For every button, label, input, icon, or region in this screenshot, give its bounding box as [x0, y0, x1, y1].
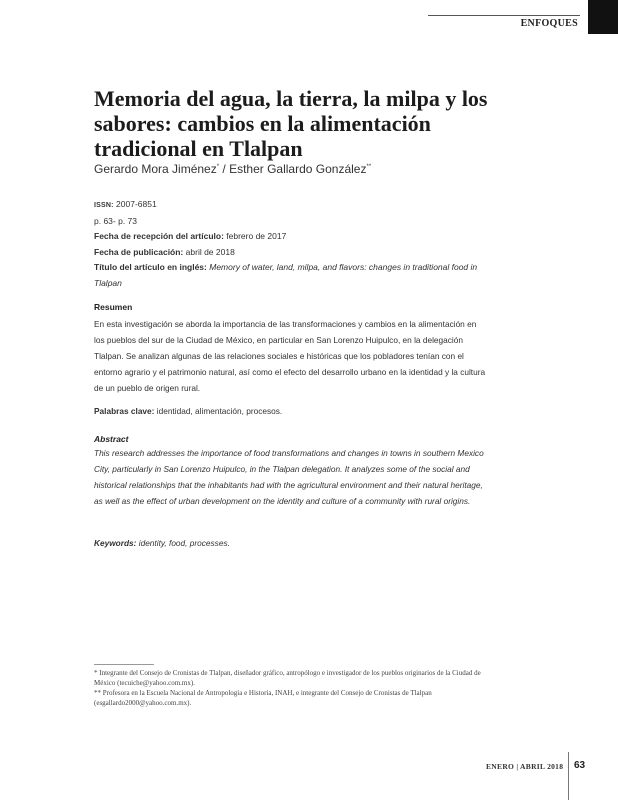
author-2-mark: **: [366, 164, 372, 170]
page-divider: [568, 752, 569, 800]
footnote-1: * Integrante del Consejo de Cronistas de Tlalpan, diseñador gráfico, antropólogo e investigador de los pueblos originarios de la Ciudad de México (tecuiche@yahoo.com.mx).: [94, 669, 481, 687]
published-label: Fecha de publicación:: [94, 246, 184, 257]
footnote-2: ** Profesora en la Escuela Nacional de Antropología e Historia, INAH, e integrante del Consejo de Cronistas de Tlalpan (esgallardo2000@yahoo.com.mx).: [94, 689, 432, 707]
issue-label: ENERO | ABRIL 2018: [486, 762, 564, 771]
article-metadata: [94, 197, 486, 291]
article-title: Memoria del agua, la tierra, la milpa y los sabores: cambios en la alimentación tradicional en Tlalpan: [94, 86, 488, 161]
abstract-text: This research addresses the importance of food transformations and changes in towns in southern Mexico City, particularly in San Lorenzo Huipulco, in the Tlalpan delegation. It analyzes some of the social and historical relationships that the inhabitants had with the agricultural environment and their natural heritage, as well as the effect of urban development on the identity and culture of a community with rural origins.: [94, 448, 484, 506]
issn-label: ISSN:: [94, 202, 114, 209]
author-separator: /: [219, 162, 230, 176]
published-line: [94, 245, 486, 261]
keywords: [94, 535, 486, 551]
keywords-label: Keywords:: [94, 538, 137, 548]
corner-block: [588, 0, 618, 34]
received-value: febrero de 2017: [226, 231, 287, 241]
resumen-text: En esta investigación se aborda la importancia de las transformaciones y cambios en la alimentación en los pueblos del sur de la Ciudad de México, en particular en San Lorenzo Huipulco, en la delegación Tlalpan. Se analizan algunas de las relaciones sociales e históricas que los pobladores tenían con el entorno agrario y el patrimonio natural, así como el efecto del desarrollo urbano en la identidad y la cultura de un pueblo de origen rural.: [94, 319, 486, 393]
received-label: Fecha de recepción del artículo:: [94, 231, 224, 241]
footnote-rule: [94, 664, 154, 665]
issn-value: 2007-6851: [116, 199, 157, 209]
authors: [94, 162, 371, 176]
published-value: abril de 2018: [185, 246, 235, 257]
section-label: ENFOQUES: [520, 18, 578, 29]
author-1: Gerardo Mora Jiménez: [94, 162, 217, 176]
abstract-heading: Abstract: [94, 434, 129, 444]
author-1-mark: *: [216, 164, 220, 170]
english-title-value: Memory of water, land, milpa, and flavors: changes in traditional food in Tlalpan: [94, 262, 478, 288]
palabras-clave: [94, 403, 486, 419]
resumen-heading: Resumen: [94, 302, 133, 312]
section-rule: [428, 15, 580, 16]
palabras-clave-value: identidad, alimentación, procesos.: [156, 406, 283, 416]
page-number: 63: [574, 760, 586, 771]
issn-line: [94, 197, 486, 214]
author-2: Esther Gallardo González: [229, 162, 367, 176]
pages-line: p. 63- p. 73: [94, 215, 138, 226]
palabras-clave-label: Palabras clave:: [94, 406, 155, 416]
received-line: [94, 229, 486, 245]
english-title-line: [94, 260, 486, 291]
keywords-value: identity, food, processes.: [138, 538, 230, 548]
english-title-label: Título del artículo en inglés:: [94, 262, 207, 272]
